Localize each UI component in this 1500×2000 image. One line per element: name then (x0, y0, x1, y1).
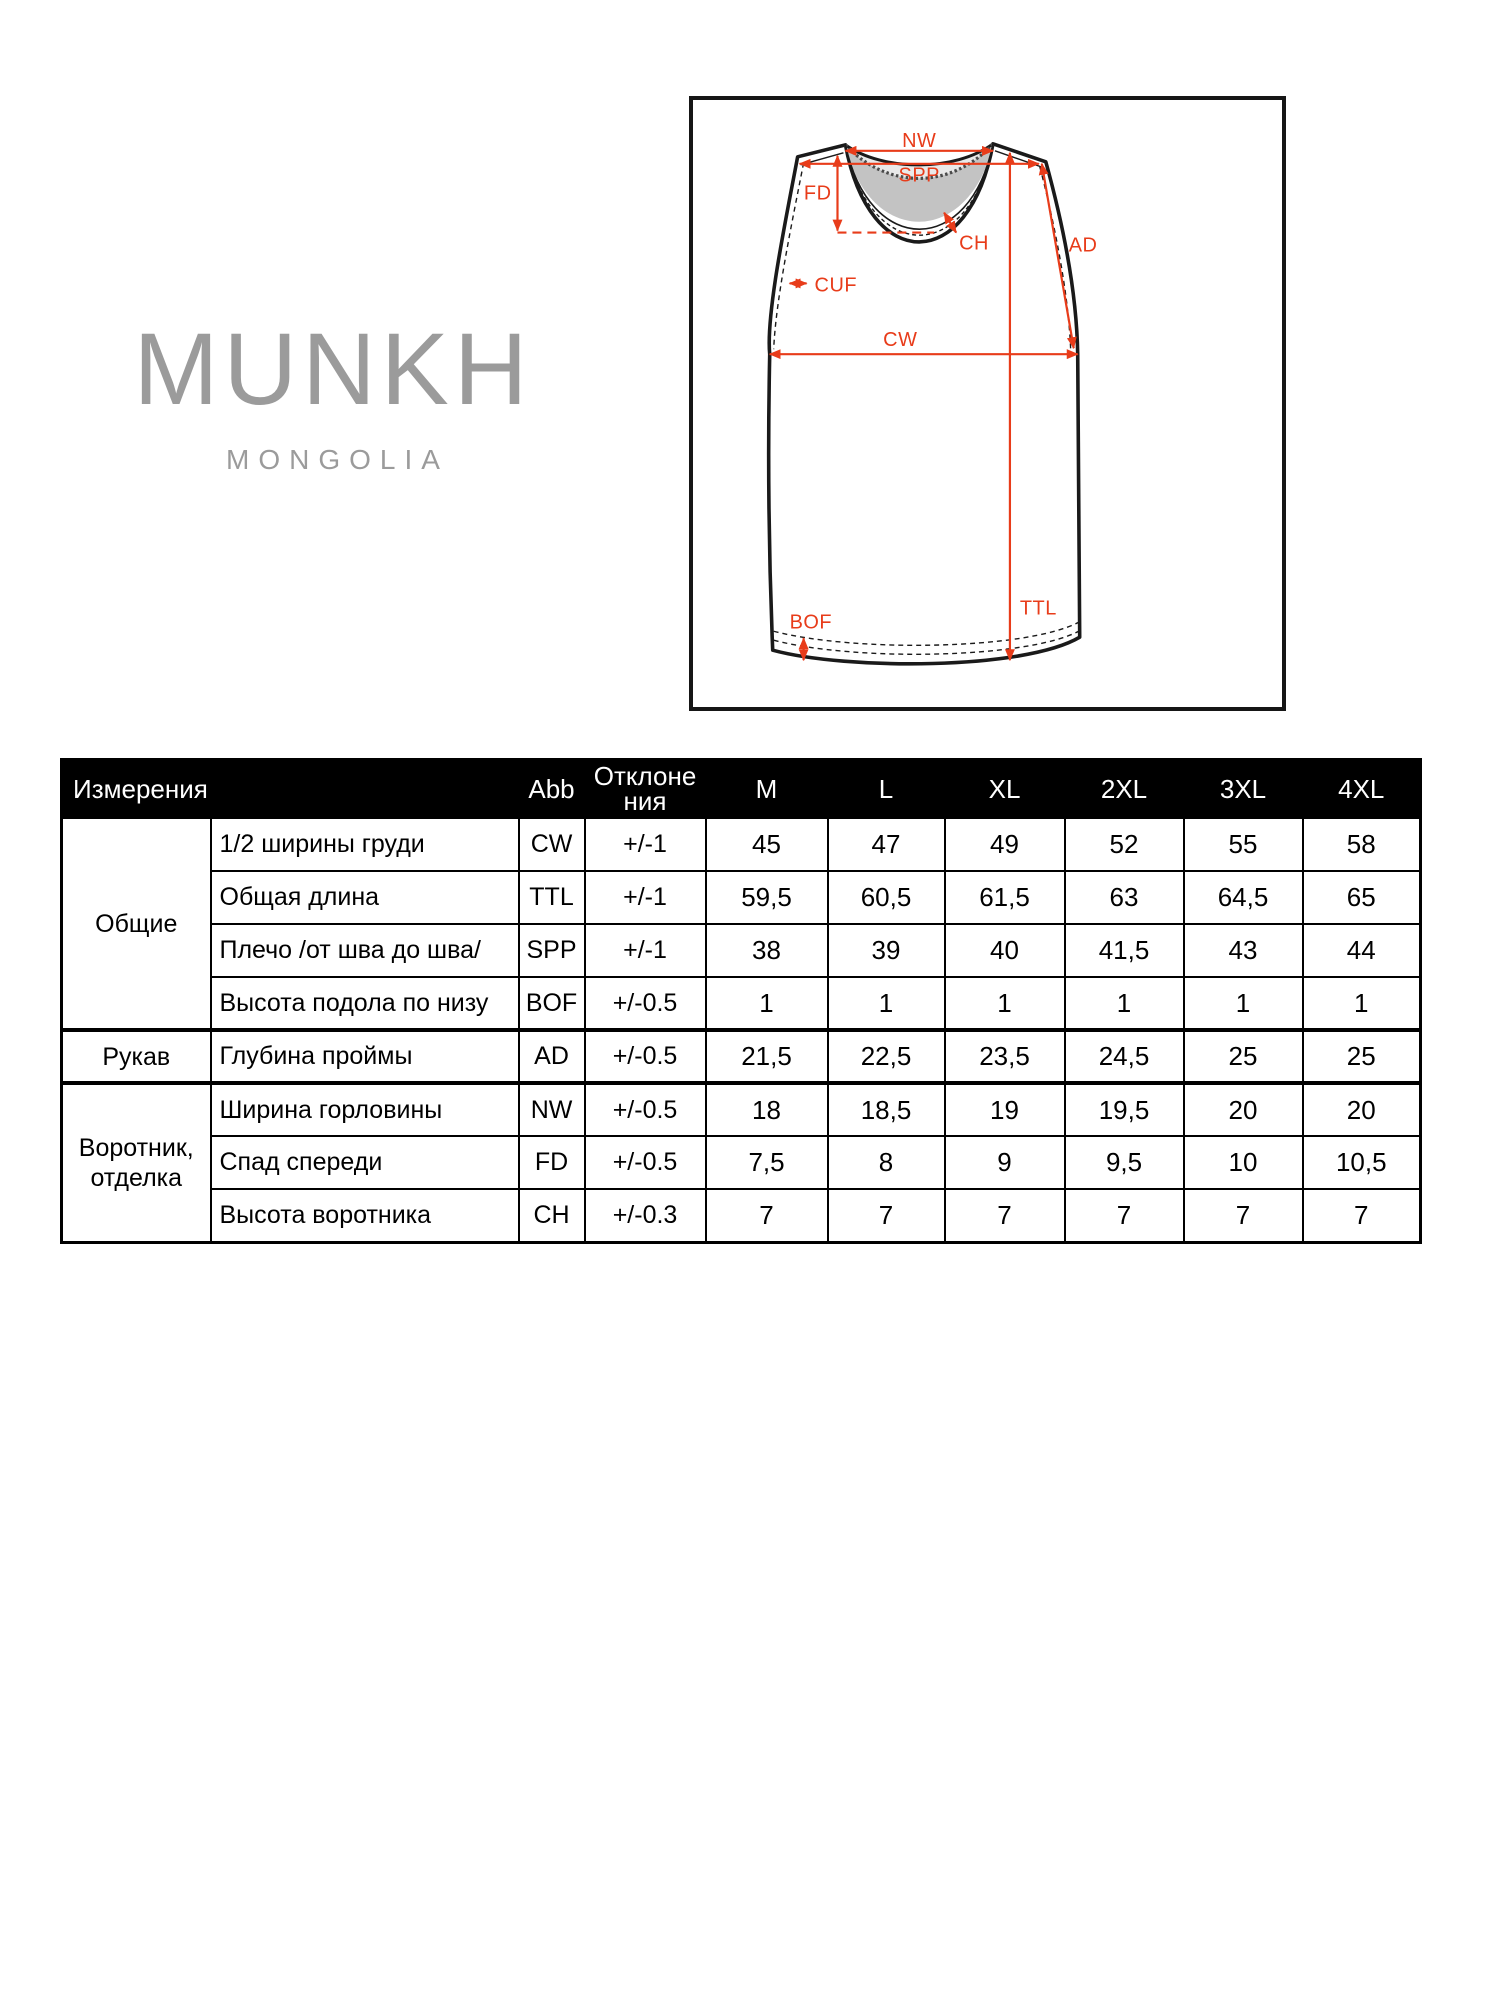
size-value-l: 22,5 (828, 1030, 945, 1083)
measurement-name: Общая длина (211, 871, 519, 924)
size-value-m: 7,5 (706, 1136, 828, 1189)
nw-label: NW (902, 129, 937, 152)
size-value-4xl: 44 (1303, 924, 1421, 977)
table-row (62, 818, 1421, 871)
size-value-3xl: 20 (1184, 1083, 1303, 1136)
header-deviation: Отклоне ния (585, 760, 706, 819)
size-value-4xl: 65 (1303, 871, 1421, 924)
size-value-4xl: 1 (1303, 977, 1421, 1030)
header-size-2xl: 2XL (1065, 760, 1184, 819)
size-value-3xl: 1 (1184, 977, 1303, 1030)
measurement-name: Плечо /от шва до шва/ (211, 924, 519, 977)
size-value-m: 59,5 (706, 871, 828, 924)
size-value-2xl: 9,5 (1065, 1136, 1184, 1189)
size-value-m: 38 (706, 924, 828, 977)
header-abbreviation: Abb (519, 760, 585, 819)
size-value-l: 18,5 (828, 1083, 945, 1136)
table-row (62, 977, 1421, 1030)
ch-label: CH (959, 232, 989, 255)
fd-label: FD (803, 182, 832, 205)
size-value-xl: 49 (945, 818, 1065, 871)
header-size-4xl: 4XL (1303, 760, 1421, 819)
size-value-3xl: 55 (1184, 818, 1303, 871)
size-value-m: 45 (706, 818, 828, 871)
size-value-xl: 23,5 (945, 1030, 1065, 1083)
size-value-xl: 40 (945, 924, 1065, 977)
table-row (62, 924, 1421, 977)
size-value-m: 21,5 (706, 1030, 828, 1083)
size-value-l: 1 (828, 977, 945, 1030)
size-value-4xl: 58 (1303, 818, 1421, 871)
table-row (62, 1030, 1421, 1083)
header-size-3xl: 3XL (1184, 760, 1303, 819)
size-value-l: 60,5 (828, 871, 945, 924)
measurement-abbreviation: AD (519, 1030, 585, 1083)
measurement-name: Высота воротника (211, 1189, 519, 1242)
measurement-abbreviation: CW (519, 818, 585, 871)
ad-label: AD (1068, 234, 1098, 257)
measurement-deviation: +/-0.5 (585, 1083, 706, 1136)
size-value-3xl: 43 (1184, 924, 1303, 977)
size-value-3xl: 64,5 (1184, 871, 1303, 924)
measurement-name: Спад спереди (211, 1136, 519, 1189)
size-value-2xl: 1 (1065, 977, 1184, 1030)
measurement-abbreviation: NW (519, 1083, 585, 1136)
size-value-m: 18 (706, 1083, 828, 1136)
size-value-l: 47 (828, 818, 945, 871)
size-value-2xl: 7 (1065, 1189, 1184, 1242)
measurement-deviation: +/-0.5 (585, 1030, 706, 1083)
table-row (62, 871, 1421, 924)
cuf-label: CUF (814, 274, 858, 297)
size-value-3xl: 7 (1184, 1189, 1303, 1242)
size-value-xl: 9 (945, 1136, 1065, 1189)
measurement-abbreviation: CH (519, 1189, 585, 1242)
table-header-row (62, 760, 1421, 819)
size-value-4xl: 10,5 (1303, 1136, 1421, 1189)
size-value-xl: 1 (945, 977, 1065, 1030)
table-row (62, 1136, 1421, 1189)
measurement-abbreviation: SPP (519, 924, 585, 977)
measurement-abbreviation: TTL (519, 871, 585, 924)
measurement-abbreviation: FD (519, 1136, 585, 1189)
measurement-name: Глубина проймы (211, 1030, 519, 1083)
header-measurements: Измерения (62, 760, 519, 819)
size-value-xl: 61,5 (945, 871, 1065, 924)
size-table-body (62, 818, 1421, 1242)
measurement-name: 1/2 ширины груди (211, 818, 519, 871)
row-group-label: Рукав (62, 1030, 211, 1083)
header-size-l: L (828, 760, 945, 819)
table-row (62, 1189, 1421, 1242)
ttl-label: TTL (1019, 597, 1057, 620)
size-table (60, 758, 1422, 1244)
bof-label: BOF (789, 611, 833, 634)
brand-subtitle: MONGOLIA (226, 444, 449, 475)
garment-diagram-box (689, 96, 1286, 711)
size-value-2xl: 63 (1065, 871, 1184, 924)
size-value-xl: 19 (945, 1083, 1065, 1136)
measurement-deviation: +/-1 (585, 924, 706, 977)
measurement-deviation: +/-0.3 (585, 1189, 706, 1242)
measurement-name: Ширина горловины (211, 1083, 519, 1136)
size-value-2xl: 19,5 (1065, 1083, 1184, 1136)
size-value-4xl: 7 (1303, 1189, 1421, 1242)
spp-label: SPP (898, 164, 940, 187)
measurement-name: Высота подола по низу (211, 977, 519, 1030)
garment-outline (769, 144, 1080, 664)
measurement-abbreviation: BOF (519, 977, 585, 1030)
measurement-deviation: +/-0.5 (585, 1136, 706, 1189)
cw-label: CW (883, 329, 918, 352)
header-size-xl: XL (945, 760, 1065, 819)
size-value-m: 1 (706, 977, 828, 1030)
size-value-2xl: 41,5 (1065, 924, 1184, 977)
size-value-3xl: 10 (1184, 1136, 1303, 1189)
size-value-2xl: 52 (1065, 818, 1184, 871)
row-group-label: Общие (62, 818, 211, 1030)
size-value-4xl: 25 (1303, 1030, 1421, 1083)
size-value-l: 39 (828, 924, 945, 977)
header-size-m: M (706, 760, 828, 819)
measurement-deviation: +/-0.5 (585, 977, 706, 1030)
measurement-deviation: +/-1 (585, 818, 706, 871)
brand-name: MUNKH (133, 312, 533, 426)
size-value-l: 7 (828, 1189, 945, 1242)
tank-top-sketch (693, 100, 1282, 707)
row-group-label: Воротник, отделка (62, 1083, 211, 1242)
size-value-l: 8 (828, 1136, 945, 1189)
size-value-2xl: 24,5 (1065, 1030, 1184, 1083)
measurement-deviation: +/-1 (585, 871, 706, 924)
size-value-4xl: 20 (1303, 1083, 1421, 1136)
size-value-3xl: 25 (1184, 1030, 1303, 1083)
table-row (62, 1083, 1421, 1136)
size-value-xl: 7 (945, 1189, 1065, 1242)
size-value-m: 7 (706, 1189, 828, 1242)
